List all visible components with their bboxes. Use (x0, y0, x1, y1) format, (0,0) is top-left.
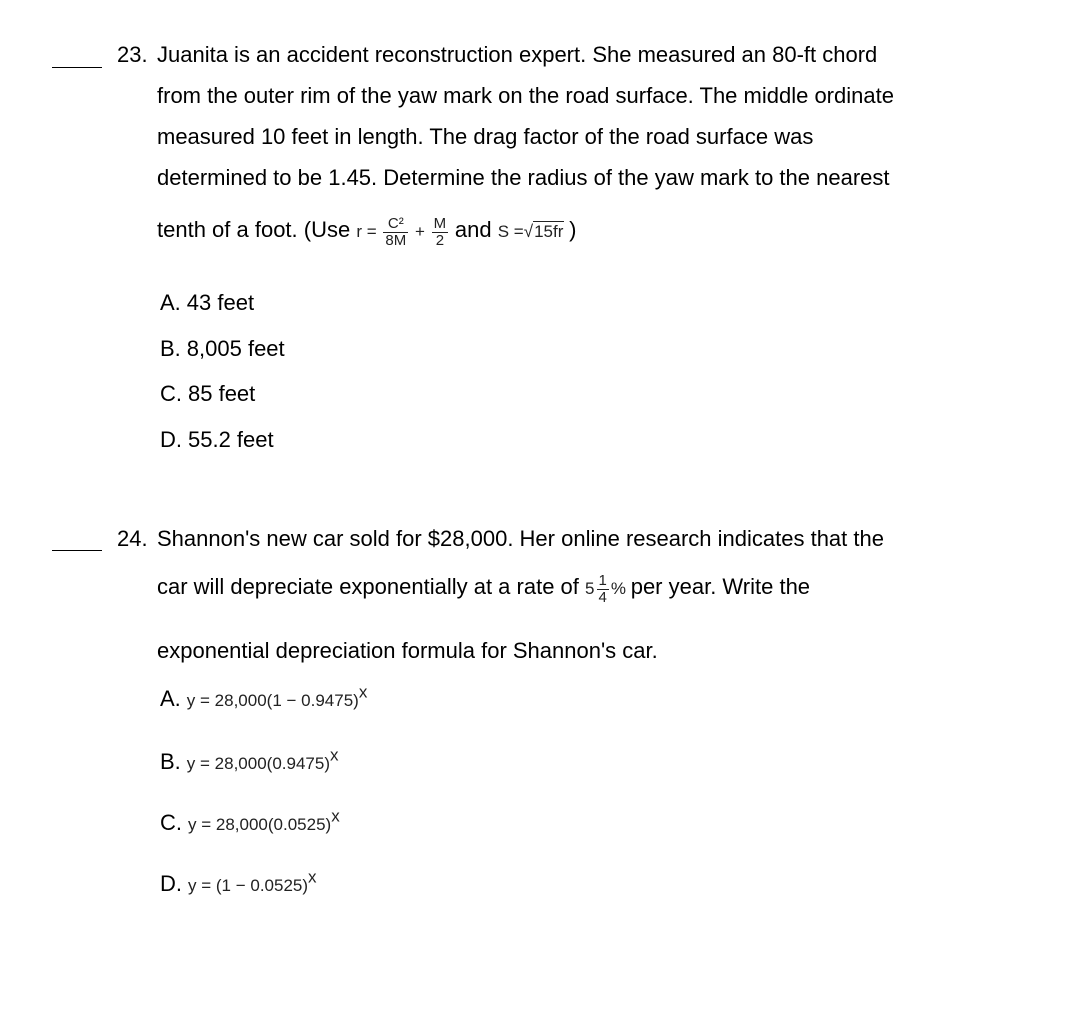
q23-line-2: from the outer rim of the yaw mark on the road surface. The middle ordinate (157, 83, 894, 108)
choice-letter: C. (160, 810, 182, 835)
frac2-denominator: 2 (435, 232, 445, 250)
choice-letter: C. (160, 381, 182, 406)
rate-fraction (597, 573, 609, 606)
choice-exponent: x (330, 745, 339, 765)
frac2-numerator: M (433, 215, 447, 233)
q24-line-2-prefix: car will depreciate exponentially at a rate of (157, 574, 579, 599)
choice-letter: A. (160, 290, 181, 315)
q23-line-5 (157, 205, 576, 257)
choice-letter: B. (160, 336, 181, 361)
q23-choice-b[interactable] (160, 336, 285, 362)
radical-icon: √ (523, 222, 534, 241)
choice-letter: D. (160, 871, 182, 896)
choice-text: 8,005 feet (186, 336, 285, 361)
speed-formula-lhs: S = (497, 222, 524, 241)
answer-blank-23[interactable] (52, 67, 102, 68)
choice-formula: y = 28,000(1 − 0.9475) (186, 691, 359, 710)
choice-text: 43 feet (186, 290, 255, 315)
q24-line-2 (157, 562, 810, 614)
q23-choice-a[interactable] (160, 290, 254, 316)
rate-whole: 5 (585, 579, 595, 598)
choice-text: 55.2 feet (188, 427, 274, 452)
choice-letter: A. (160, 686, 181, 711)
question-number-24: 24. (117, 526, 148, 551)
radius-formula (356, 215, 455, 250)
speed-formula (498, 221, 569, 241)
choice-formula: y = 28,000(0.0525) (188, 815, 332, 834)
rate-mixed-number (585, 572, 631, 607)
choice-exponent: x (331, 806, 340, 826)
radius-formula-plus: + (414, 222, 425, 241)
rate-numerator: 1 (598, 572, 607, 590)
rate-denominator: 4 (598, 589, 607, 607)
q23-choice-c[interactable] (160, 381, 255, 407)
q24-line-2-suffix: per year. Write the (630, 574, 811, 599)
q24-line-3: exponential depreciation formula for Shannon's car. (157, 638, 658, 663)
frac1-numerator: C² (383, 216, 408, 233)
q23-line-3: measured 10 feet in length. The drag factor of the road surface was (157, 124, 814, 149)
q23-line-1: Juanita is an accident reconstruction expert. She measured an 80-ft chord (157, 42, 878, 67)
q23-line-4: determined to be 1.45. Determine the radius of the yaw mark to the nearest (157, 165, 890, 190)
radius-formula-frac-2 (432, 216, 449, 249)
question-number-23: 23. (117, 42, 148, 67)
choice-letter: B. (160, 749, 181, 774)
choice-exponent: x (358, 682, 368, 702)
q23-choice-d[interactable] (160, 427, 274, 453)
percent-sign: % (610, 579, 626, 598)
choice-formula: y = 28,000(0.9475) (186, 754, 330, 773)
radius-formula-lhs: r = (356, 222, 377, 241)
choice-exponent: x (308, 867, 317, 887)
frac1-denominator: 8M (385, 232, 407, 250)
q23-line-5-prefix: tenth of a foot. (Use (157, 217, 351, 242)
choice-letter: D. (160, 427, 182, 452)
choice-text: 85 feet (188, 381, 256, 406)
q24-choice-c[interactable] (160, 806, 340, 838)
and-text: and (454, 217, 492, 242)
radius-formula-frac-1 (383, 216, 408, 249)
q24-choice-a[interactable] (160, 682, 368, 714)
speed-formula-radicand: 15fr (534, 222, 564, 241)
answer-blank-24[interactable] (52, 550, 102, 551)
choice-formula: y = (1 − 0.0525) (188, 876, 309, 895)
q24-choice-d[interactable] (160, 867, 317, 899)
close-paren: ) (569, 217, 577, 242)
q24-choice-b[interactable] (160, 745, 339, 777)
q24-line-1: Shannon's new car sold for $28,000. Her online research indicates that the (157, 526, 884, 551)
